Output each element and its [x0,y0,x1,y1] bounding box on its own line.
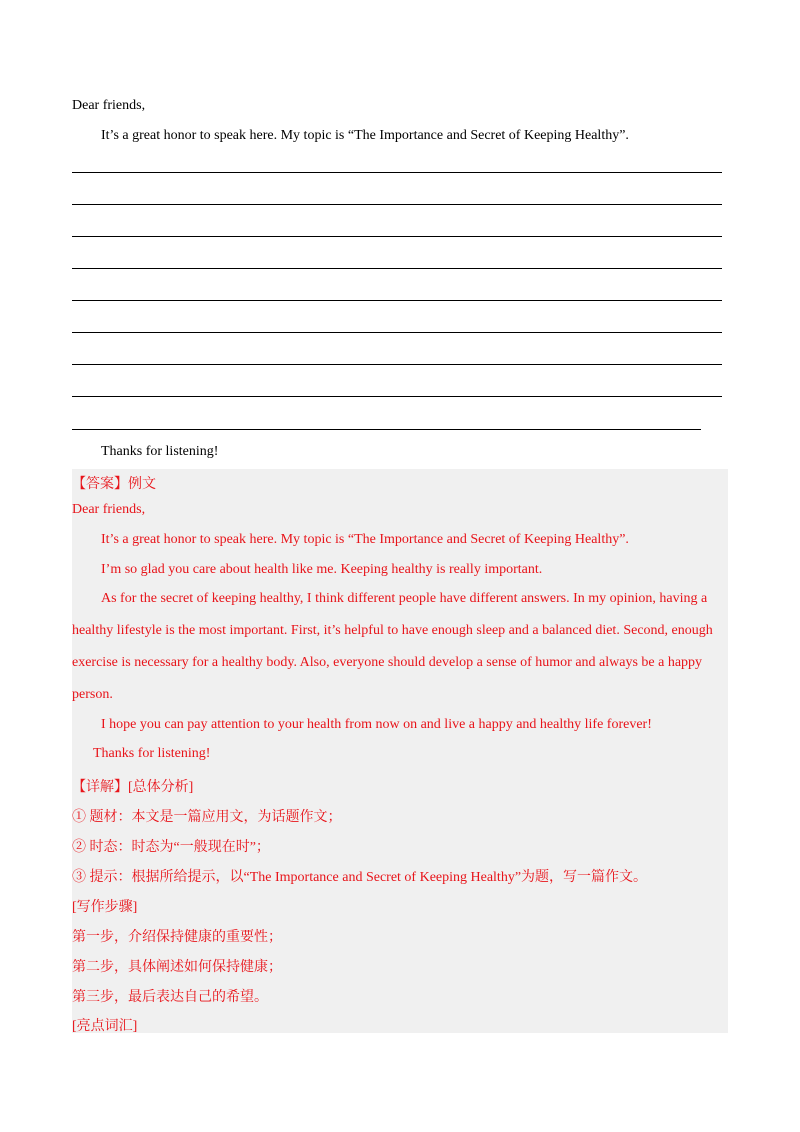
writing-line [72,172,722,173]
answer-heading: 【答案】例文 [72,477,156,492]
answer-salutation: Dear friends, [72,502,146,517]
intro-sentence: It’s a great honor to speak here. My topic is “The Importance and Secret of Keeping Healthy”. [101,128,629,143]
steps-heading: [写作步骤] [72,900,138,915]
writing-line [72,429,701,430]
step-item: 第三步，最后表达自己的希望。 [72,990,268,1005]
closing: Thanks for listening! [101,444,219,459]
analysis-item: ③ 提示：根据所给提示，以“The Importance and Secret of Keeping Healthy”为题，写一篇作文。 [72,870,648,885]
writing-line [72,332,722,333]
analysis-item: ② 时态：时态为“一般现在时”； [72,840,270,855]
writing-line [72,204,722,205]
writing-line [72,364,722,365]
step-item: 第一步，介绍保持健康的重要性； [72,930,282,945]
writing-line [72,300,722,301]
answer-paragraph-line: exercise is necessary for a healthy body. Also, everyone should develop a sense of humor and always be a happy [72,655,703,670]
answer-paragraph-line: healthy lifestyle is the most important. First, it’s helpful to have enough sleep and a balanced diet. Second, enough [72,623,713,638]
answer-paragraph: I’m so glad you care about health like me. Keeping healthy is really important. [101,562,543,577]
writing-line [72,396,722,397]
answer-paragraph: As for the secret of keeping healthy, I think different people have different answers. In my opinion, having a [101,591,708,606]
salutation: Dear friends, [72,98,146,113]
analysis-item: ① 题材：本文是一篇应用文，为话题作文； [72,810,342,825]
step-item: 第二步，具体阐述如何保持健康； [72,960,282,975]
answer-paragraph: It’s a great honor to speak here. My topic is “The Importance and Secret of Keeping Healthy”. [101,532,629,547]
answer-paragraph: I hope you can pay attention to your health from now on and live a happy and healthy life forever! [101,717,652,732]
analysis-heading: 【详解】[总体分析] [72,780,194,795]
answer-paragraph-line: person. [72,687,113,702]
writing-line [72,236,722,237]
writing-line [72,268,722,269]
answer-closing: Thanks for listening! [93,746,211,761]
vocab-heading: [亮点词汇] [72,1019,138,1034]
